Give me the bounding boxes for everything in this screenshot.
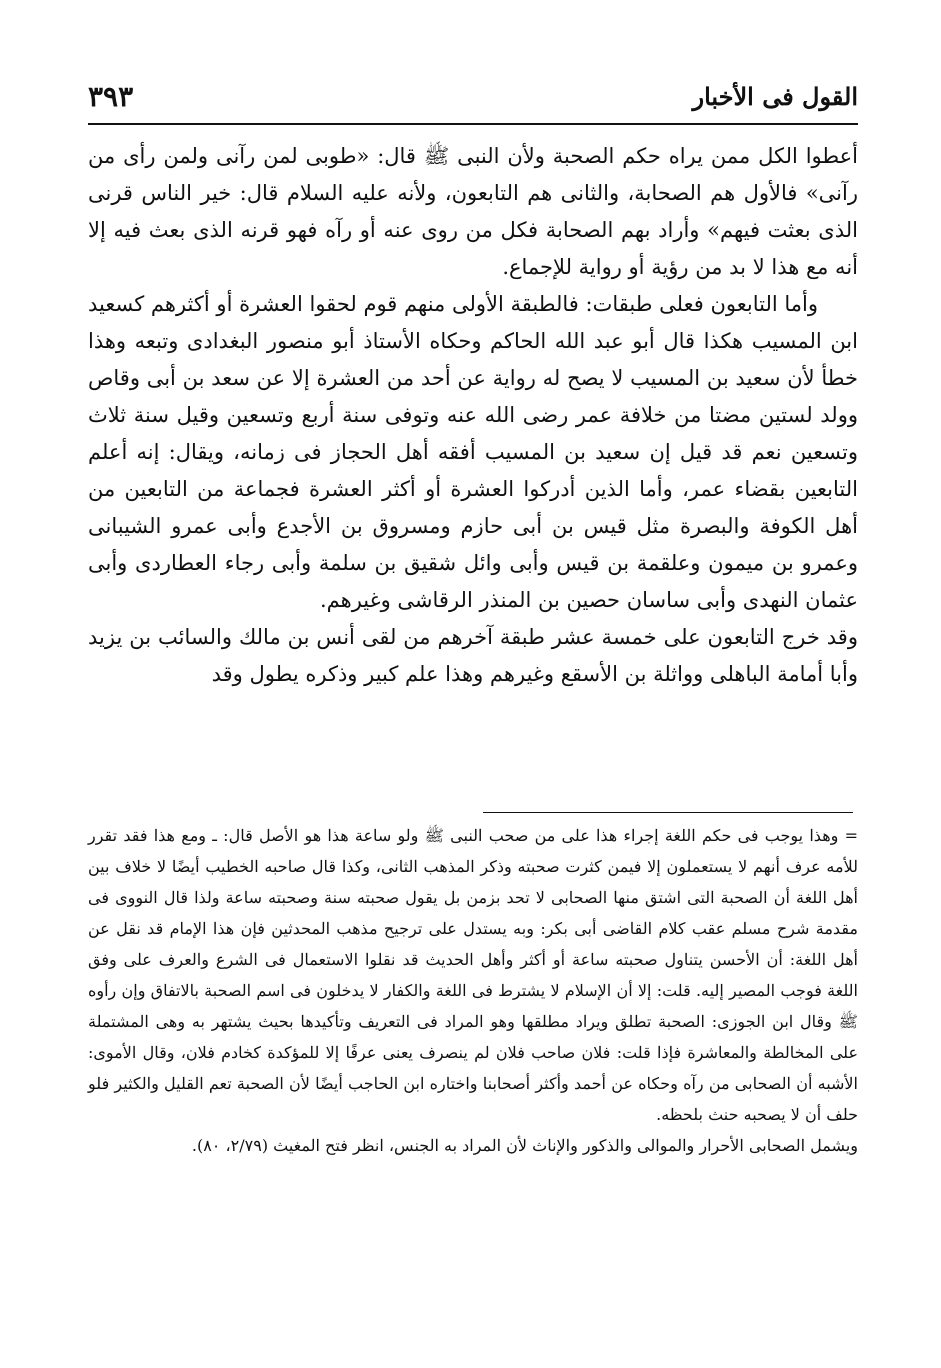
footnote-paragraph: ويشمل الصحابى الأحرار والموالى والذكور والإناث لأن المراد به الجنس، انظر فتح المغيث (٢/٧٩، ٨٠). — [191, 1136, 858, 1155]
header-rule — [88, 123, 858, 125]
page-header — [88, 80, 858, 122]
body-paragraph: وأما التابعون فعلى طبقات: فالطبقة الأولى منهم قوم لحقوا العشرة أو أكثرهم كسعيد ابن المسيب هكذا قال أبو عبد الله الحاكم وحكاه الأستاذ أبو منصور البغدادى وتبعه وهذا خطأ لأن سعيد بن المسيب لا يصح له رواية عن أحد من العشرة إلا عن سعد بن أبى وقاص وولد لستين مضتا من خلافة عمر رضى الله عنه وتوفى سنة أربع وتسعين وقيل سنة ثلاث وتسعين نعم قد قيل إن سعيد بن المسيب أفقه أهل الحجاز فى زمانه، ويقال: إنه أعلم التابعين بقضاء عمر، وأما الذين أدركوا العشرة أو أكثر العشرة فجماعة من التابعين من أهل الكوفة والبصرة مثل قيس بن أبى حازم ومسروق بن الأجدع وأبى عمرو الشيبانى وعمرو بن ميمون وعلقمة بن قيس وأبى وائل شقيق بن سلمة وأبى رجاء العطاردى وأبى عثمان النهدى وأبى ساسان حصين بن المنذر الرقاشى وغيرهم. — [88, 292, 858, 612]
main-text — [88, 138, 858, 693]
body-paragraph: أعطوا الكل ممن يراه حكم الصحبة ولأن النبى ﷺ قال: «طوبى لمن رآنى ولمن رأى من رآنى» فالأول هم الصحابة، والثانى هم التابعون، ولأنه عليه السلام قال: خير الناس قرنى الذى بعثت فيهم» وأراد بهم الصحابة فكل من روى عنه أو رآه فهو قرنه الذى بعث فيه إلا أنه مع هذا لا بد من رؤية أو رواية للإجماع. — [88, 144, 858, 279]
footnote-separator — [483, 812, 853, 813]
running-title: القول فى الأخبار — [692, 82, 858, 111]
page-number: ٣٩٣ — [88, 80, 134, 113]
footnotes — [88, 820, 858, 1161]
body-paragraph: وقد خرج التابعون على خمسة عشر طبقة آخرهم من لقى أنس بن مالك والسائب بن يزيد وأبا أمامة الباهلى وواثلة بن الأسقع وغيرهم وهذا علم كبير وذكره يطول وقد — [88, 625, 858, 686]
footnote-paragraph: = وهذا يوجب فى حكم اللغة إجراء هذا على من صحب النبى ﷺ ولو ساعة هذا هو الأصل قال: ـ ومع هذا فقد تقرر للأمه عرف أنهم لا يستعملون إلا فيمن كثرت صحبته وذكر المذهب الثانى، وكذا قال صاحبه الخطيب أيضًا لا خلاف بين أهل اللغة أن الصحبة التى اشتق منها الصحابى لا تحد بزمن بل يقول صحبته سنة وصحبته ساعة ولذا قال النووى فى مقدمة شرح مسلم عقب كلام القاضى أبى بكر: وبه يستدل على ترجيح مذهب المحدثين فإن هذا الإمام قد نقل عن أهل اللغة: أن الأحسن يتناول صحبته ساعة أو أكثر وأهل الحديث قد نقلوا الاستعمال فى الشرع والعرف على وفق اللغة فوجب المصير إليه. قلت: إلا أن الإسلام لا يشترط فى اللغة والكفار لا يدخلون فى اسم الصحبة بالاتفاق وإن رأوه ﷺ وقال ابن الجوزى: الصحبة تطلق ويراد مطلقها وهو المراد فى التعريف وتأكيدها بحيث يشتهر به وهى المشتملة على المخالطة والمعاشرة فإذا قلت: فلان صاحب فلان لم ينصرف يعنى عرفًا إلا للمؤكدة كخادم فلان، وقال الأموى: الأشبه أن الصحابى من رآه وحكاه عن أحمد وأكثر أصحابنا واختاره ابن الحاجب أيضًا لأن الصحبة تعم القليل والكثير فلو حلف أن لا يصحبه حنث بلحظه. — [88, 826, 859, 1124]
